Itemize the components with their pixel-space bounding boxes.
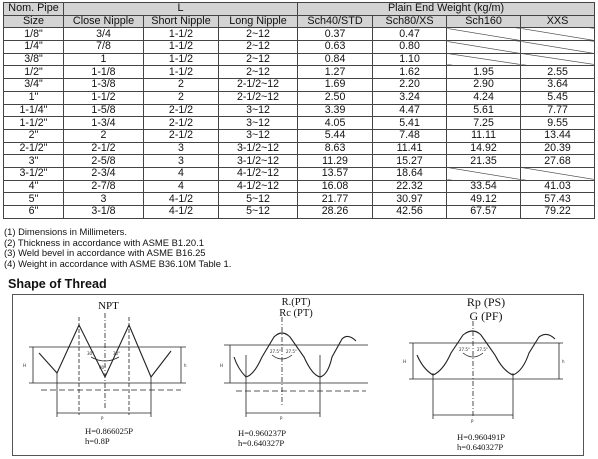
cell-sch160: 67.57 [447, 206, 521, 219]
svg-text:27.5°: 27.5° [477, 347, 488, 352]
cell-sch40: 21.77 [298, 193, 373, 206]
cell-short-nipple: 1-1/2 [144, 41, 219, 54]
table-row [4, 155, 595, 168]
cell-sch160 [447, 28, 521, 41]
thread-shape-panel [12, 294, 584, 456]
cell-sch160: 14.92 [447, 142, 521, 155]
cell-nom-size: 1-1/2" [4, 117, 64, 130]
cell-sch80: 30.97 [373, 193, 447, 206]
header-long-nipple: Long Nipple [219, 15, 298, 28]
cell-sch160 [447, 41, 521, 54]
cell-xxs: 3.64 [521, 79, 595, 92]
cell-long-nipple: 3~12 [219, 129, 298, 142]
npt-title: NPT [98, 300, 119, 312]
cell-short-nipple: 2-1/2 [144, 129, 219, 142]
cell-xxs [521, 167, 595, 180]
cell-xxs [521, 53, 595, 66]
cell-long-nipple: 4-1/2~12 [219, 180, 298, 193]
cell-close-nipple: 1 [64, 53, 144, 66]
header-xxs: XXS [521, 15, 595, 28]
svg-text:H: H [220, 363, 224, 368]
cell-long-nipple: 2~12 [219, 28, 298, 41]
cell-sch80: 22.32 [373, 180, 447, 193]
cell-short-nipple: 1-1/2 [144, 53, 219, 66]
header-sch40: Sch40/STD [298, 15, 373, 28]
table-row [4, 206, 595, 219]
cell-sch40: 8.63 [298, 142, 373, 155]
cell-xxs: 9.55 [521, 117, 595, 130]
svg-text:27.5°: 27.5° [286, 349, 297, 354]
ps-title-2: G (PF) [469, 309, 503, 323]
header-length-group: L [64, 3, 298, 16]
notes [4, 227, 231, 269]
cell-xxs: 5.45 [521, 91, 595, 104]
cell-long-nipple: 5~12 [219, 193, 298, 206]
cell-close-nipple: 2-3/4 [64, 167, 144, 180]
cell-sch40: 28.26 [298, 206, 373, 219]
cell-nom-size: 6" [4, 206, 64, 219]
cell-sch80: 1.62 [373, 66, 447, 79]
cell-long-nipple: 2~12 [219, 66, 298, 79]
svg-text:P: P [101, 416, 104, 421]
cell-sch160: 7.25 [447, 117, 521, 130]
cell-sch80: 7.48 [373, 129, 447, 142]
cell-sch160 [447, 167, 521, 180]
svg-text:27.5°: 27.5° [270, 349, 281, 354]
cell-close-nipple: 2-5/8 [64, 155, 144, 168]
cell-long-nipple: 3~12 [219, 104, 298, 117]
cell-sch40: 3.39 [298, 104, 373, 117]
ps-formula-h: H=0.960491P [457, 432, 506, 442]
cell-long-nipple: 3-1/2~12 [219, 142, 298, 155]
svg-text:P: P [471, 419, 474, 424]
pt-formula-hs: h=0.640327P [238, 438, 285, 448]
cell-short-nipple: 2-1/2 [144, 117, 219, 130]
table-row [4, 180, 595, 193]
cell-sch160: 49.12 [447, 193, 521, 206]
header-short-nipple: Short Nipple [144, 15, 219, 28]
cell-sch40: 2.50 [298, 91, 373, 104]
cell-sch40: 1.69 [298, 79, 373, 92]
cell-sch40: 1.27 [298, 66, 373, 79]
svg-text:30°: 30° [113, 351, 121, 356]
cell-sch160: 11.11 [447, 129, 521, 142]
cell-close-nipple: 1-3/4 [64, 117, 144, 130]
svg-text:30°: 30° [87, 351, 95, 356]
cell-sch160: 1.95 [447, 66, 521, 79]
pt-title-1: R.(PT) [281, 297, 311, 308]
cell-sch80: 2.20 [373, 79, 447, 92]
cell-close-nipple: 3 [64, 193, 144, 206]
cell-xxs: 2.55 [521, 66, 595, 79]
cell-sch80: 1.10 [373, 53, 447, 66]
cell-short-nipple: 4 [144, 180, 219, 193]
cell-long-nipple: 2-1/2~12 [219, 91, 298, 104]
note-4: (4) Weight in accordance with ASME B36.10M Table 1. [4, 257, 232, 269]
npt-formula-h: H=0.866025P [85, 426, 134, 436]
cell-close-nipple: 2 [64, 129, 144, 142]
cell-sch40: 0.63 [298, 41, 373, 54]
cell-short-nipple: 1-1/2 [144, 28, 219, 41]
cell-close-nipple: 1-1/8 [64, 66, 144, 79]
table-row [4, 193, 595, 206]
svg-text:H: H [23, 363, 27, 368]
cell-sch80: 15.27 [373, 155, 447, 168]
cell-short-nipple: 3 [144, 142, 219, 155]
cell-xxs: 79.22 [521, 206, 595, 219]
svg-text:27.5°: 27.5° [459, 347, 470, 352]
table-row [4, 28, 595, 41]
cell-sch40: 5.44 [298, 129, 373, 142]
cell-xxs: 20.39 [521, 142, 595, 155]
cell-xxs: 57.43 [521, 193, 595, 206]
cell-sch40: 11.29 [298, 155, 373, 168]
cell-long-nipple: 3-1/2~12 [219, 155, 298, 168]
table-header [4, 3, 595, 28]
cell-sch80: 3.24 [373, 91, 447, 104]
cell-sch80: 5.41 [373, 117, 447, 130]
cell-short-nipple: 1-1/2 [144, 66, 219, 79]
cell-nom-size: 3-1/2" [4, 167, 64, 180]
cell-sch40: 0.37 [298, 28, 373, 41]
svg-text:H: H [403, 359, 407, 364]
header-nom-pipe-1: Nom. Pipe [4, 3, 64, 16]
cell-close-nipple: 2-1/2 [64, 142, 144, 155]
cell-sch160: 2.90 [447, 79, 521, 92]
table-row [4, 66, 595, 79]
cell-nom-size: 3" [4, 155, 64, 168]
cell-close-nipple: 3-1/8 [64, 206, 144, 219]
cell-close-nipple: 3/4 [64, 28, 144, 41]
pipe-nipple-table [3, 2, 595, 219]
cell-sch80: 4.47 [373, 104, 447, 117]
cell-xxs: 13.44 [521, 129, 595, 142]
cell-sch80: 0.80 [373, 41, 447, 54]
npt-diagram [21, 295, 196, 455]
cell-long-nipple: 2~12 [219, 53, 298, 66]
cell-nom-size: 1/8" [4, 28, 64, 41]
cell-sch40: 4.05 [298, 117, 373, 130]
table-row [4, 117, 595, 130]
cell-short-nipple: 4 [144, 167, 219, 180]
cell-sch160: 4.24 [447, 91, 521, 104]
note-2: (2) Thickness in accordance with ASME B1.20.1 [4, 236, 204, 248]
table-row [4, 167, 595, 180]
cell-nom-size: 2-1/2" [4, 142, 64, 155]
cell-sch80: 11.41 [373, 142, 447, 155]
note-3: (3) Weld bevel in accordance with ASME B16.25 [4, 247, 206, 258]
cell-nom-size: 5" [4, 193, 64, 206]
cell-long-nipple: 2-1/2~12 [219, 79, 298, 92]
cell-close-nipple: 1-1/2 [64, 91, 144, 104]
cell-nom-size: 3/4" [4, 79, 64, 92]
cell-short-nipple: 2 [144, 91, 219, 104]
section-title: Shape of Thread [8, 277, 107, 291]
pt-title-2: Rc (PT) [279, 308, 313, 319]
svg-text:P: P [280, 416, 283, 421]
pt-diagram [216, 295, 376, 455]
cell-long-nipple: 5~12 [219, 206, 298, 219]
table-row [4, 53, 595, 66]
header-close-nipple: Close Nipple [64, 15, 144, 28]
cell-close-nipple: 1-5/8 [64, 104, 144, 117]
npt-formula-hs: h=0.8P [85, 436, 110, 446]
cell-sch160: 21.35 [447, 155, 521, 168]
table-row [4, 91, 595, 104]
table-body [4, 28, 595, 218]
cell-sch40: 16.08 [298, 180, 373, 193]
cell-nom-size: 1-1/4" [4, 104, 64, 117]
svg-text:h: h [184, 363, 187, 368]
ps-diagram [401, 295, 571, 455]
cell-long-nipple: 4-1/2~12 [219, 167, 298, 180]
cell-short-nipple: 2-1/2 [144, 104, 219, 117]
cell-xxs: 41.03 [521, 180, 595, 193]
cell-sch40: 0.84 [298, 53, 373, 66]
cell-nom-size: 2" [4, 129, 64, 142]
cell-sch160 [447, 53, 521, 66]
header-nom-pipe-2: Size [4, 15, 64, 28]
cell-sch160: 33.54 [447, 180, 521, 193]
cell-close-nipple: 7/8 [64, 41, 144, 54]
ps-thread-drawing [401, 295, 571, 455]
note-1: (1) Dimensions in Millimeters. [4, 226, 127, 237]
cell-close-nipple: 2-7/8 [64, 180, 144, 193]
cell-short-nipple: 4-1/2 [144, 193, 219, 206]
header-sch160: Sch160 [447, 15, 521, 28]
cell-short-nipple: 3 [144, 155, 219, 168]
cell-sch80: 42.56 [373, 206, 447, 219]
table-row [4, 142, 595, 155]
cell-sch80: 18.64 [373, 167, 447, 180]
cell-nom-size: 4" [4, 180, 64, 193]
cell-xxs [521, 41, 595, 54]
header-sch80: Sch80/XS [373, 15, 447, 28]
cell-sch160: 5.61 [447, 104, 521, 117]
ps-formula-hs: h=0.640327P [457, 442, 504, 452]
cell-xxs: 7.77 [521, 104, 595, 117]
table-row [4, 129, 595, 142]
cell-xxs [521, 28, 595, 41]
ps-title-1: Rp (PS) [466, 295, 506, 309]
svg-text:90°: 90° [99, 365, 107, 370]
cell-short-nipple: 2 [144, 79, 219, 92]
cell-xxs: 27.68 [521, 155, 595, 168]
table-row [4, 41, 595, 54]
cell-long-nipple: 2~12 [219, 41, 298, 54]
table-row [4, 104, 595, 117]
cell-short-nipple: 4-1/2 [144, 206, 219, 219]
cell-sch80: 0.47 [373, 28, 447, 41]
cell-nom-size: 1" [4, 91, 64, 104]
cell-nom-size: 3/8" [4, 53, 64, 66]
table-row [4, 79, 595, 92]
cell-nom-size: 1/2" [4, 66, 64, 79]
svg-text:h: h [562, 359, 565, 364]
cell-nom-size: 1/4" [4, 41, 64, 54]
header-weight-group: Plain End Weight (kg/m) [298, 3, 595, 16]
cell-long-nipple: 3~12 [219, 117, 298, 130]
cell-sch40: 13.57 [298, 167, 373, 180]
pt-formula-h: H=0.960237P [238, 428, 287, 438]
cell-close-nipple: 1-3/8 [64, 79, 144, 92]
